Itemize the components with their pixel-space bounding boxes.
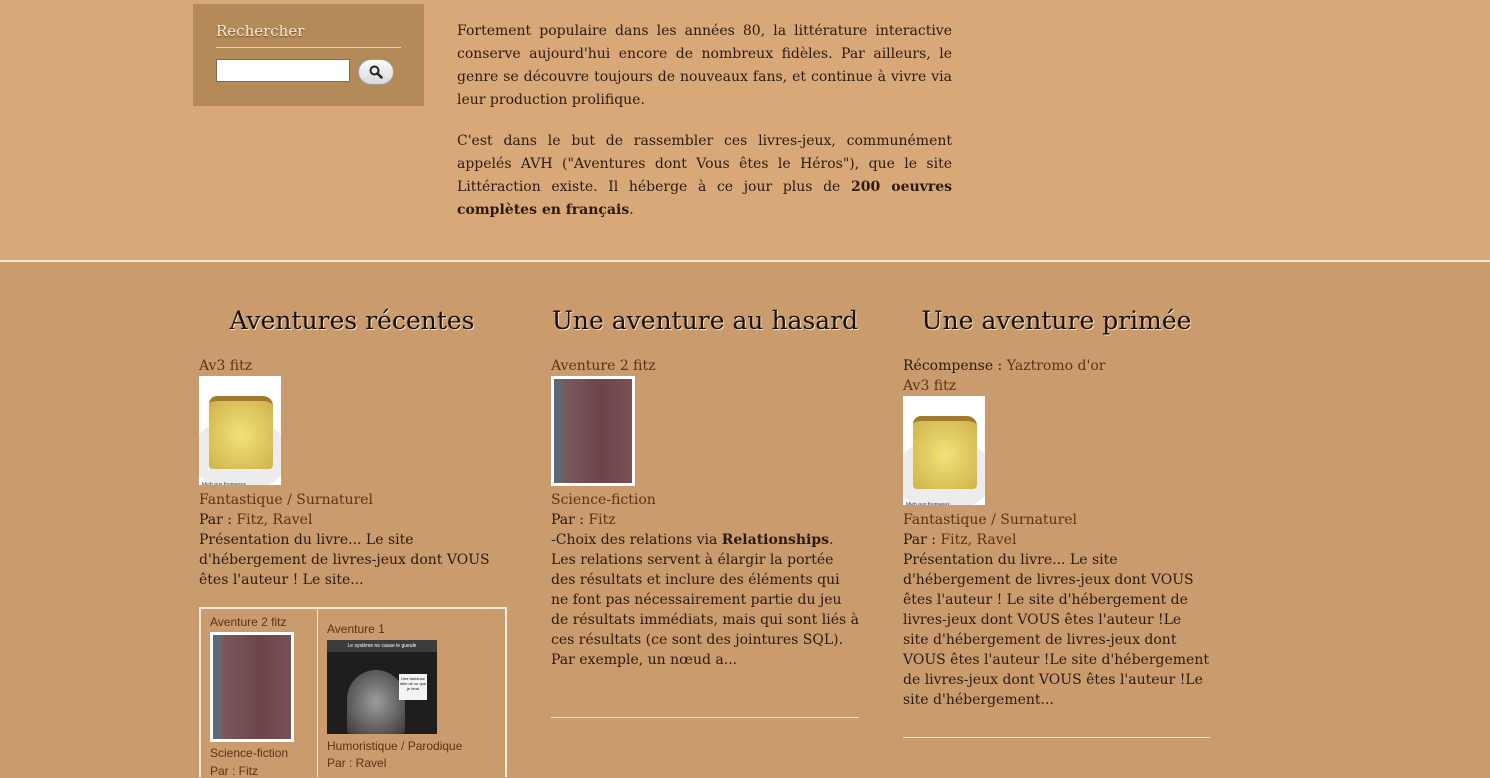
grid-item — [201, 609, 318, 777]
grid-item-authors[interactable]: Par : Fitz — [210, 764, 259, 778]
recent-book-cover[interactable] — [199, 376, 281, 485]
random-title: Une aventure au hasard — [551, 306, 859, 335]
random-book-cover[interactable] — [551, 376, 635, 486]
random-authors-link[interactable]: Fitz — [588, 512, 616, 528]
search-title: Rechercher — [216, 22, 305, 40]
award-book-cover[interactable] — [903, 396, 985, 505]
intro-text — [457, 20, 952, 240]
recent-genre-link[interactable]: Fantastique / Surnaturel — [199, 492, 374, 508]
award-genre-link[interactable]: Fantastique / Surnaturel — [903, 512, 1078, 528]
recent-authors: Par : Fitz, Ravel — [199, 512, 313, 528]
award-authors: Par : Fitz, Ravel — [903, 532, 1017, 548]
award-cover-caption: Mieh aux fourneaux — [906, 502, 950, 505]
grid-item-genre[interactable]: Humoristique / Parodique — [327, 739, 463, 753]
award-column — [903, 356, 1210, 710]
award-summary: Présentation du livre... Le site d'hébergement de livres-jeux dont VOUS êtes l'auteur ! Le site d'hébergement de livres-jeux dont VOUS êtes l'auteur !Le site d'hébergement de livres-jeux dont VOUS êtes l'auteur !Le site d'hébergement de livres-jeux dont VOUS êtes l'auteur !Le site d'hébergement... — [903, 552, 1209, 708]
recent-authors-link[interactable]: Fitz, Ravel — [236, 512, 313, 528]
works-count: 200 oeuvres complètes en français — [457, 179, 952, 218]
award-authors-link[interactable]: Fitz, Ravel — [940, 532, 1017, 548]
random-divider — [551, 717, 859, 718]
search-widget — [193, 4, 424, 106]
random-column — [551, 356, 859, 670]
award-name: Récompense : Yaztromo d'or — [903, 358, 1106, 374]
recent-title: Aventures récentes — [229, 306, 475, 335]
recent-book-link[interactable]: Av3 fitz — [199, 358, 253, 374]
award-name-link[interactable]: Yaztromo d'or — [1006, 358, 1106, 374]
award-title: Une aventure primée — [921, 306, 1192, 335]
recent-grid — [199, 607, 507, 777]
grid-item — [318, 609, 506, 777]
search-button[interactable] — [358, 59, 394, 85]
random-summary: -Choix des relations via Relationships. Les relations servent à élargir la portée des résultats et inclure des éléments qui ne font pas nécessairement partie du jeu de résultats immédiats, mais qui sont liés à ces résultats (ce sont des jointures SQL). Par exemple, un nœud a... — [551, 532, 859, 668]
intro-paragraph-2: C'est dans le but de rassembler ces livres-jeux, communément appelés AVH ("Aventures dont Vous êtes le Héros"), que le site Littéraction existe. Il héberge à ce jour plus de 200 oeuvres complètes en français. — [457, 133, 952, 218]
grid-item-cover[interactable]: Le système ne cause le gueule Une fameuse idée de ce que je ferai — [327, 640, 437, 734]
grid-item-title[interactable]: Aventure 1 — [327, 622, 385, 636]
grid-item-title[interactable]: Aventure 2 fitz — [210, 615, 287, 629]
recent-summary: Présentation du livre... Le site d'hébergement de livres-jeux dont VOUS êtes l'auteur ! Le site... — [199, 532, 490, 588]
random-authors: Par : Fitz — [551, 512, 616, 528]
grid-item-authors[interactable]: Par : Ravel — [327, 756, 387, 770]
grid-item-cover[interactable] — [210, 632, 294, 742]
award-divider — [903, 737, 1210, 738]
relationships-term: Relationships — [721, 532, 830, 548]
search-divider — [216, 47, 401, 48]
random-genre-link[interactable]: Science-fiction — [551, 492, 656, 508]
intro-paragraph-1: Fortement populaire dans les années 80, la littérature interactive conserve aujourd'hui encore de nombreux fidèles. Par ailleurs, le genre se découvre toujours de nouveaux fans, et continue à vivre via leur production prolifique. — [457, 23, 952, 108]
recent-cover-caption: Mieh aux fourneaux — [202, 482, 246, 485]
recent-column — [199, 356, 505, 590]
search-input[interactable] — [216, 59, 350, 82]
grid-item-genre[interactable]: Science-fiction — [210, 746, 289, 760]
random-book-link[interactable]: Aventure 2 fitz — [551, 358, 656, 374]
award-book-link[interactable]: Av3 fitz — [903, 378, 957, 394]
